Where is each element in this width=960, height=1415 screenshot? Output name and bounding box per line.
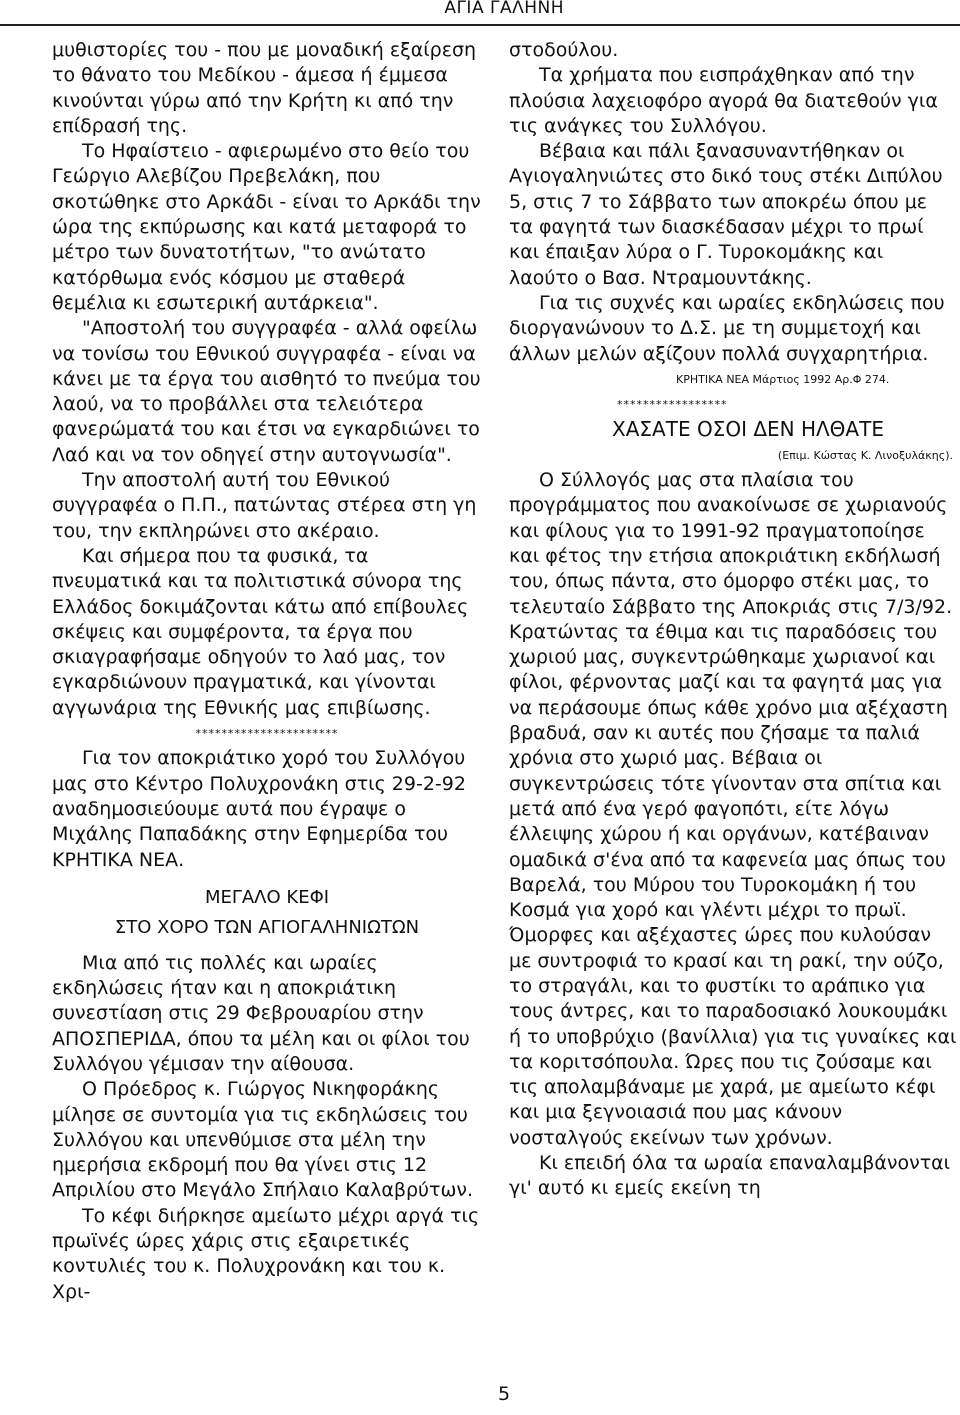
- paragraph: Βέβαια και πάλι ξανασυναντήθηκαν οι Αγιογαληνιώτες στο δικό τους στέκι Διπύλου 5, στις 7 το Σάββατο των αποκρέω όπου με τα φαγητά των διασκέδασαν μέχρι το πρωί και έπαιξαν λύρα ο Γ. Τυροκομάκης και λαούτο ο Βασ. Ντραμουντάκης.: [509, 140, 943, 289]
- paragraph: Για τις συχνές και ωραίες εκδηλώσεις που διοργανώνουν το Δ.Σ. με τη συμμετοχή και άλλων μελών αξίζουν πολλά συγχαρητήρια.: [509, 291, 945, 365]
- article-heading: ΧΑΣΑΤΕ ΟΣΟΙ ΔΕΝ ΗΛΘΑΤΕ: [612, 417, 884, 442]
- paragraph: Και σήμερα που τα φυσικά, τα πνευματικά και τα πολιτιστικά σύνορα της Ελλάδος δοκιμάζονται κάτω από επίβουλες σκέψεις και συμφέροντα, τα έργα που σκιαγραφήσαμε οδηγούν το λαό μας, τον εγκαρδιώνουν πραγματικά, και γίνονται αγγωνάρια της Εθνικής μας επιβίωσης.: [52, 544, 469, 719]
- paragraph: Μια από τις πολλές και ωραίες εκδηλώσεις ήταν και η αποκριάτικη συνεστίαση στις 29 Φεβρουαρίου στην ΑΠΟΣΠΕΡΙΔΑ, όπου τα μέλη και οι φίλοι του Συλλόγου γέμισαν την αίθουσα.: [52, 951, 470, 1075]
- paragraph: Ο Σύλλογός μας στα πλαίσια του προγράμματος που ανακοίνωσε σε χωριανούς και φίλους για το 1991-92 πραγματοποίησε και φέτος την ετήσια αποκριάτικη εκδήλωσή του, όπως πάντα, στο όμορφο στέκι μας, το τελευταίο Σάββατο της Αποκριάς στις 7/3/92. Κρατώντας τα έθιμα και τις παραδόσεις του χωριού μας, συγκεντρώθηκαμε χωριανοί και φίλοι, φέρνοντας μαζί και τα φαγητά μας για να περάσουμε όπως κάθε χρόνο μια αξέχαστη βραδυά, σαν κι αυτές που ζήσαμε τα παλιά χρόνια στο χωριό μας. Βέβαια οι συγκεντρώσεις τότε γίνονταν στα σπίτια και μετά από ένα γερό φαγοπότι, είτε λόγω έλλειψης χώρου ή και οργάνων, κατέβαιναν ομαδικά σ'ένα από τα καφενεία μας όπως του Βαρελά, του Μύρου του Τυροκομάκη ή του Κοσμά για χορό και γλέντι μέχρι το πρωϊ. Όμορφες και αξέχαστες ώρες που κυλούσαν με συντροφιά το κρασί και τη ρακί, την ούζο, το στραγάλι, και το φυστίκι το αράπικο για τους άντρες, και το παραδοσιακό λουκουμάκι ή το υποβρύχιο (βανίλλια) για τις γυναίκες και τα κοριτσόπουλα. Ώρες που τις ζούσαμε και τις απολαμβάναμε με χαρά, με αμείωτο κέφι και μια ξεγνοιασιά που μας κάνουν νοσταλγούς εκείνων των χρόνων.: [509, 469, 957, 1149]
- section-separator: **********************: [195, 727, 339, 741]
- source-citation: ΚΡΗΤΙΚΑ ΝΕΑ Μάρτιος 1992 Αρ.Φ 274.: [676, 372, 890, 386]
- paragraph: Το Ηφαίστειο - αφιερωμένο στο θείο του Γεώργιο Αλεβίζου Πρεβελάκη, που σκοτώθηκε στο Αρκάδι - είναι το Αρκάδι την ώρα της εκπύρωσης και κατά μεταφορά το μέτρο των δυνατοτήτων, "το ανώτατο κατόρθωμα ενός κόσμου με σταθερά θεμέλια κι εσωτερική αυτάρκεια".: [52, 140, 481, 314]
- section-separator: *****************: [617, 398, 728, 412]
- page-header: [0, 0, 960, 26]
- left-column: [52, 38, 482, 1305]
- paragraph: Ο Πρόεδρος κ. Γιώργος Νικηφοράκης μίλησε σε συντομία για τις εκδηλώσεις του Συλλόγου και υπενθύμισε στα μέλη την ημερήσια εκδρομή που θα γίνει στις 12 Απριλίου στο Μεγάλο Σπήλαιο Καλαβρύτων.: [52, 1078, 474, 1202]
- article-heading: [52, 883, 482, 943]
- paragraph: Την αποστολή αυτή του Εθνικού συγγραφέα ο Π.Π., πατώντας στέρεα στη γη του, την εκπληρώνει στο ακέραιο.: [52, 469, 477, 542]
- paragraph: μυθιστορίες του - που με μοναδική εξαίρεση το θάνατο του Μεδίκου - άμεσα ή έμμεσα κινούνται γύρω από την Κρήτη κι από την επίδρασή της.: [52, 39, 477, 137]
- right-column: [509, 38, 957, 1202]
- author-credit: (Επιμ. Κώστας Κ. Λινοξυλάκης).: [777, 448, 953, 462]
- heading-line: ΜΕΓΑΛΟ ΚΕΦΙ: [204, 886, 330, 908]
- paragraph: Τα χρήματα που εισπράχθηκαν από την πλούσια λαχειοφόρο αγορά θα διατεθούν για τις ανάγκες του Συλλόγου.: [509, 64, 938, 137]
- paragraph: στοδούλου.: [509, 39, 619, 61]
- paragraph: Το κέφι διήρκησε αμείωτο μέχρι αργά τις πρωϊνές ώρες χάρις στις εξαιρετικές κοντυλιές του κ. Πολυχρονάκη και του κ. Χρι-: [52, 1204, 480, 1303]
- header-title: ΑΓΙΑ ΓΑΛΗΝΗ: [444, 0, 564, 18]
- page-number: 5: [498, 1383, 511, 1405]
- heading-line: ΣΤΟ ΧΟΡΟ ΤΩΝ ΑΓΙΟΓΑΛΗΝΙΩΤΩΝ: [114, 916, 420, 938]
- paragraph: Κι επειδή όλα τα ωραία επαναλαμβάνονται γι' αυτό κι εμείς εκείνη τη: [509, 1152, 951, 1200]
- paragraph: Για τον αποκριάτικο χορό του Συλλόγου μας στο Κέντρο Πολυχρονάκη στις 29-2-92 αναδημοσιεύουμε αυτά που έγραψε ο Μιχάλης Παπαδάκης στην Εφημερίδα του ΚΡΗΤΙΚΑ ΝΕΑ.: [52, 747, 466, 871]
- paragraph: "Αποστολή του συγγραφέα - αλλά οφείλω να τονίσω του Εθνικού συγγραφέα - είναι να κάνει με τα έργα του αισθητό το πνεύμα του λαού, να το προβάλλει στα τελειότερα φανερώματά του και έτσι να εγκαρδιώνει το Λαό και να τον οδηγεί στην αυτογνωσία".: [52, 317, 481, 466]
